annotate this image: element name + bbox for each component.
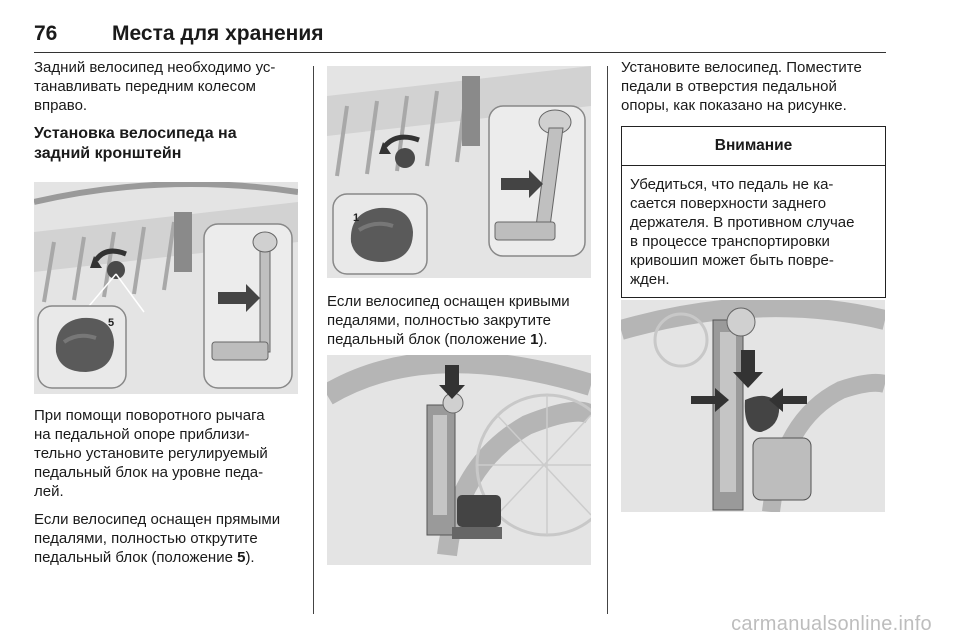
curved-pedal-text: Если велосипед оснащен кривыми педалями, полностью закрутите педальный блок (положение (327, 293, 570, 348)
column-1-lower (34, 406, 302, 576)
illustration-pedal-block (327, 66, 591, 278)
column-divider (313, 66, 314, 614)
position-label-5: 5 (108, 317, 115, 329)
straight-pedal-instruction (34, 510, 302, 567)
lever-instruction: При помощи поворотного рычага на педальной опоре приблизи- тельно установите регулируемый педальный блок на уровне педа- лей. (34, 407, 268, 500)
curved-pedal-instruction (327, 292, 595, 349)
page-number: 76 (34, 22, 58, 45)
straight-pedal-text-end: ). (245, 549, 255, 566)
warning-text: Убедиться, что педаль не ка- сается поверхности заднего держателя. В противном случае в процессе транспортировки кривошип может быть повре- жден. (630, 176, 855, 288)
straight-pedal-text: Если велосипед оснащен прямыми педалями, полностью открутите педальный блок (положение (34, 511, 281, 566)
install-instruction: Установите велосипед. Поместите педали в отверстия педальной опоры, как показано на рисунке. (621, 59, 862, 114)
warning-title: Внимание (622, 127, 885, 166)
column-2-text (327, 292, 595, 358)
illustration-pedal-lever (34, 182, 298, 394)
intro-text: Задний велосипед необходимо ус- танавливать передним колесом вправо. (34, 59, 276, 114)
curved-pedal-text-end: ). (538, 331, 548, 348)
warning-box (621, 126, 886, 298)
illustration-pedal-fixed (621, 300, 885, 512)
section-heading: Установка велосипеда на задний кронштейн (34, 125, 237, 162)
illustration-pedal-insert (327, 355, 591, 565)
column-3 (621, 58, 887, 124)
page-header (34, 22, 886, 53)
watermark: carmanualsonline.info (731, 613, 932, 635)
position-number: 5 (237, 549, 246, 566)
position-label-1: 1 (353, 212, 360, 224)
column-divider (607, 66, 608, 614)
column-1 (34, 58, 302, 174)
position-number: 1 (530, 331, 539, 348)
page-title: Места для хранения (112, 22, 324, 45)
